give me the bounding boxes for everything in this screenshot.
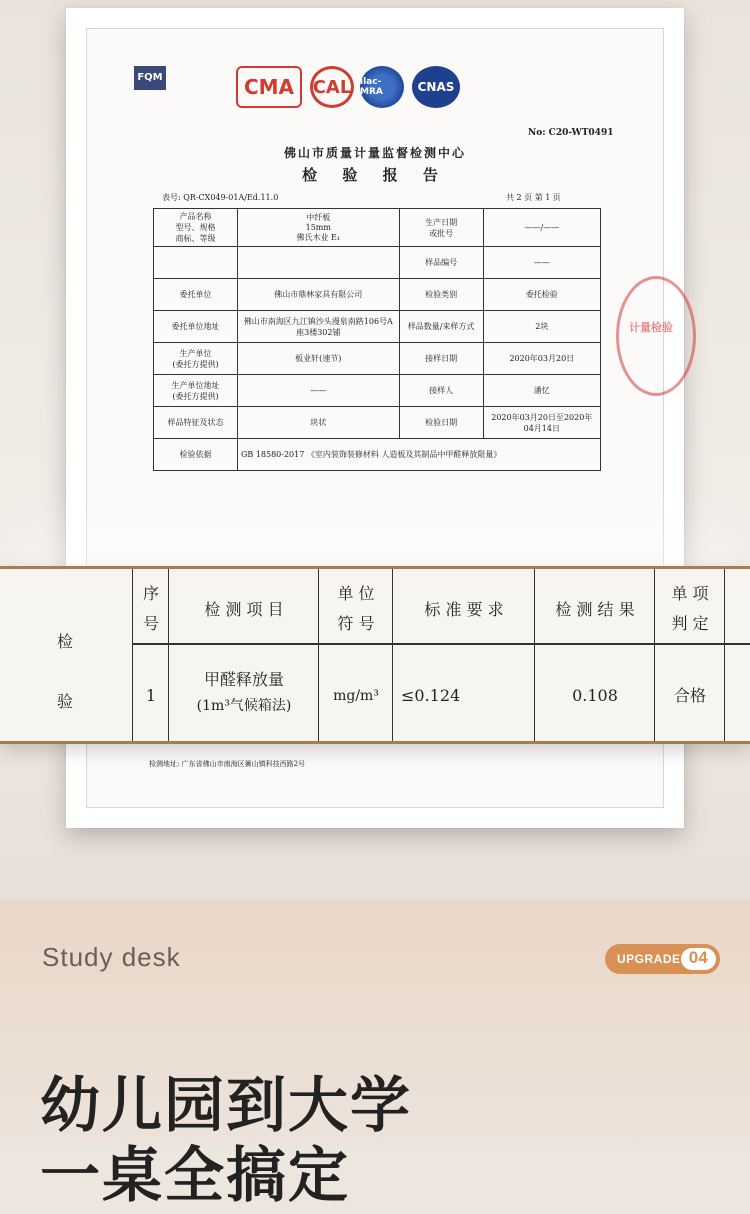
item-header: 检 测 项 目 bbox=[204, 600, 284, 619]
cnas-logo: CNAS bbox=[412, 66, 460, 108]
row-label: 生产单位 (委托方提供) bbox=[154, 343, 238, 375]
row-label: 委托单位 bbox=[154, 279, 238, 311]
unit-header: 单 位 符 号 bbox=[337, 584, 375, 633]
seq-value: 1 bbox=[145, 686, 157, 705]
study-desk-label: Study desk bbox=[42, 942, 181, 972]
section-label-1: 检 bbox=[56, 632, 73, 651]
red-stamp: 计量检验 bbox=[616, 276, 696, 396]
row-value-2: 2020年03月20日至2020年04月14日 bbox=[483, 407, 600, 439]
row-value: 块状 bbox=[238, 407, 400, 439]
section-label-2: 验 bbox=[56, 692, 73, 711]
report-row bbox=[154, 247, 601, 279]
unit-value: mg/m³ bbox=[333, 688, 379, 704]
item-subvalue: (1m³气候箱法) bbox=[196, 698, 292, 714]
report-row bbox=[154, 439, 601, 471]
judgement-value: 合格 bbox=[673, 686, 706, 705]
report-table bbox=[153, 208, 601, 471]
row-value-2: 2020年03月20日 bbox=[483, 343, 600, 375]
section-label-cell bbox=[0, 569, 133, 741]
test-address: 检测地址: 广东省佛山市南海区狮山镇科技西路2号 bbox=[149, 760, 306, 768]
item-value: 甲醛释放量 bbox=[203, 670, 284, 689]
row-value: 板业轩(速节) bbox=[238, 343, 400, 375]
cma-logo: CMA bbox=[236, 66, 302, 108]
row-label-2: 接样日期 bbox=[399, 343, 483, 375]
page-number: 共 2 页 第 1 页 bbox=[506, 193, 561, 202]
row-label-2: 样品编号 bbox=[399, 247, 483, 279]
row-label: 生产单位地址 (委托方提供) bbox=[154, 375, 238, 407]
result-column bbox=[535, 569, 655, 741]
report-row bbox=[154, 407, 601, 439]
result-header: 检 测 结 果 bbox=[555, 600, 635, 619]
row-label-2: 检验日期 bbox=[399, 407, 483, 439]
report-row bbox=[154, 279, 601, 311]
row-label bbox=[154, 247, 238, 279]
row-label: 产品名称 型号、规格 商标、等级 bbox=[154, 209, 238, 247]
upgrade-number: 04 bbox=[681, 948, 716, 970]
report-number: No: C20-WT0491 bbox=[528, 128, 614, 138]
fqm-logo: FQM bbox=[134, 66, 166, 90]
upgrade-badge bbox=[605, 944, 720, 974]
ilac-logo: ilac-MRA bbox=[360, 66, 404, 108]
row-value: 佛山市南海区九江镇沙头漫泉南路106号A座3楼302铺 bbox=[238, 311, 400, 343]
row-value-2: 潘忆 bbox=[483, 375, 600, 407]
row-value-2: 2块 bbox=[483, 311, 600, 343]
row-value-2: ——/—— bbox=[483, 209, 600, 247]
unit-column bbox=[319, 569, 393, 741]
item-column bbox=[169, 569, 319, 741]
row-value-2: 委托检验 bbox=[483, 279, 600, 311]
row-value-2: —— bbox=[483, 247, 600, 279]
upgrade-label: UPGRADE bbox=[617, 952, 681, 966]
row-value: 中纤板 15mm 佛氏木业 E₁ bbox=[238, 209, 400, 247]
cal-logo: CAL bbox=[310, 66, 354, 108]
result-value: 0.108 bbox=[572, 686, 618, 705]
row-label: 委托单位地址 bbox=[154, 311, 238, 343]
headline: 幼儿园到大学 bbox=[40, 1071, 412, 1141]
report-title: 检 验 报 告 bbox=[302, 166, 448, 184]
report-row bbox=[154, 209, 601, 247]
row-label-2: 接样人 bbox=[399, 375, 483, 407]
form-number: 表号: QR-CX049-01A/Ed.11.0 bbox=[162, 193, 279, 202]
standard-column bbox=[393, 569, 535, 741]
seq-column bbox=[133, 569, 169, 741]
row-value: —— bbox=[238, 375, 400, 407]
magnified-result-row bbox=[0, 566, 750, 744]
report-row bbox=[154, 311, 601, 343]
row-label-2: 生产日期 或批号 bbox=[399, 209, 483, 247]
row-label: 样品特征及状态 bbox=[154, 407, 238, 439]
organization-name: 佛山市质量计量监督检测中心 bbox=[283, 146, 466, 160]
row-label-2: 样品数量/来样方式 bbox=[399, 311, 483, 343]
standard-header: 标 准 要 求 bbox=[424, 600, 504, 619]
row-label: 检验依据 bbox=[154, 439, 238, 471]
row-value: 佛山市鼎林家具有限公司 bbox=[238, 279, 400, 311]
row-value: GB 18580-2017 《室内装饰装修材料 人造板及其制品中甲醛释放限量》 bbox=[238, 439, 601, 471]
seq-header: 序 号 bbox=[142, 584, 159, 633]
report-row bbox=[154, 375, 601, 407]
standard-value: ≤0.124 bbox=[401, 686, 461, 705]
row-value bbox=[238, 247, 400, 279]
row-label-2: 检验类别 bbox=[399, 279, 483, 311]
headline-second-line: 一桌全搞定 bbox=[40, 1141, 350, 1211]
judgement-header: 单 项 判 定 bbox=[671, 584, 709, 633]
judgement-column bbox=[655, 569, 725, 741]
report-row bbox=[154, 343, 601, 375]
